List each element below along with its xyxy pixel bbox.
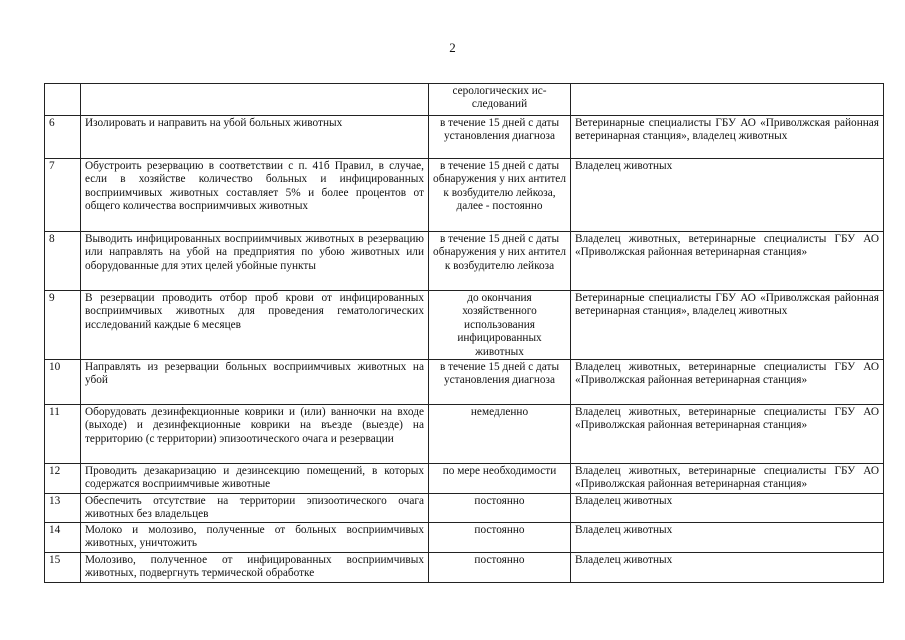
action-cell: В резервации проводить отбор проб крови от инфицированных восприимчивых животных для проведения гематологических исследований каждые 6 месяцев [81,291,429,360]
page-number: 2 [449,40,456,55]
row-number: 9 [45,291,81,360]
action-cell: Молоко и молозиво, полученные от больных восприимчивых животных, уничтожить [81,523,429,553]
table-row [45,291,884,360]
term-cell: в течение 15 дней с даты обнаружения у них антител к возбудителю лейкоза [429,232,571,291]
table-row [45,523,884,553]
responsible-cell: Владелец животных, ветеринарные специалисты ГБУ АО «Приволжская районная ветеринарная станция» [571,232,884,291]
row-number: 13 [45,494,81,523]
action-cell [81,84,429,116]
responsible-cell: Владелец животных, ветеринарные специалисты ГБУ АО «Приволжская районная ветеринарная станция» [571,405,884,464]
action-cell: Выводить инфицированных восприимчивых животных в резервацию или направлять на убой на предприятия по убою животных или оборудованные для этих целей убойные пункты [81,232,429,291]
row-number: 10 [45,360,81,405]
term-cell: в течение 15 дней с даты установления диагноза [429,116,571,159]
measures-table [44,83,884,583]
term-cell: серологических ис-следований [429,84,571,116]
action-cell: Направлять из резервации больных восприимчивых животных на убой [81,360,429,405]
table-row [45,232,884,291]
action-cell: Обустроить резервацию в соответствии с п. 41б Правил, в случае, если в хозяйстве количество больных и инфицированных восприимчивых животных составляет 5% и более процентов от общего количества восприимчивых животных [81,159,429,232]
responsible-cell: Владелец животных, ветеринарные специалисты ГБУ АО «Приволжская районная ветеринарная станция» [571,360,884,405]
row-number: 14 [45,523,81,553]
row-number [45,84,81,116]
term-cell: постоянно [429,494,571,523]
term-cell: постоянно [429,553,571,583]
term-cell: постоянно [429,523,571,553]
responsible-cell [571,84,884,116]
row-number: 12 [45,464,81,494]
action-cell: Молозиво, полученное от инфицированных восприимчивых животных, подвергнуть термической обработке [81,553,429,583]
term-cell: в течение 15 дней с даты обнаружения у них антител к возбудителю лейкоза, далее - постоянно [429,159,571,232]
responsible-cell: Владелец животных [571,553,884,583]
row-number: 8 [45,232,81,291]
table-row [45,553,884,583]
responsible-cell: Ветеринарные специалисты ГБУ АО «Приволжская районная ветеринарная станция», владелец животных [571,116,884,159]
responsible-cell: Владелец животных [571,494,884,523]
row-number: 15 [45,553,81,583]
table-row [45,360,884,405]
term-cell: немедленно [429,405,571,464]
action-cell: Оборудовать дезинфекционные коврики и (или) ванночки на входе (выходе) и дезинфекционные коврики на въезде (выезде) на территорию (с территории) эпизоотического очага и резервации [81,405,429,464]
table-row [45,464,884,494]
responsible-cell: Ветеринарные специалисты ГБУ АО «Приволжская районная ветеринарная станция», владелец животных [571,291,884,360]
row-number: 6 [45,116,81,159]
term-cell: по мере необходимости [429,464,571,494]
responsible-cell: Владелец животных [571,523,884,553]
table-row [45,116,884,159]
row-number: 11 [45,405,81,464]
responsible-cell: Владелец животных [571,159,884,232]
term-cell: в течение 15 дней с даты установления диагноза [429,360,571,405]
table-row [45,494,884,523]
table-row [45,405,884,464]
term-cell: до окончания хозяйственного использования инфицированных животных [429,291,571,360]
action-cell: Обеспечить отсутствие на территории эпизоотического очага животных без владельцев [81,494,429,523]
action-cell: Изолировать и направить на убой больных животных [81,116,429,159]
action-cell: Проводить дезакаризацию и дезинсекцию помещений, в которых содержатся восприимчивые животные [81,464,429,494]
table-row [45,84,884,116]
row-number: 7 [45,159,81,232]
responsible-cell: Владелец животных, ветеринарные специалисты ГБУ АО «Приволжская районная ветеринарная станция» [571,464,884,494]
table-row [45,159,884,232]
